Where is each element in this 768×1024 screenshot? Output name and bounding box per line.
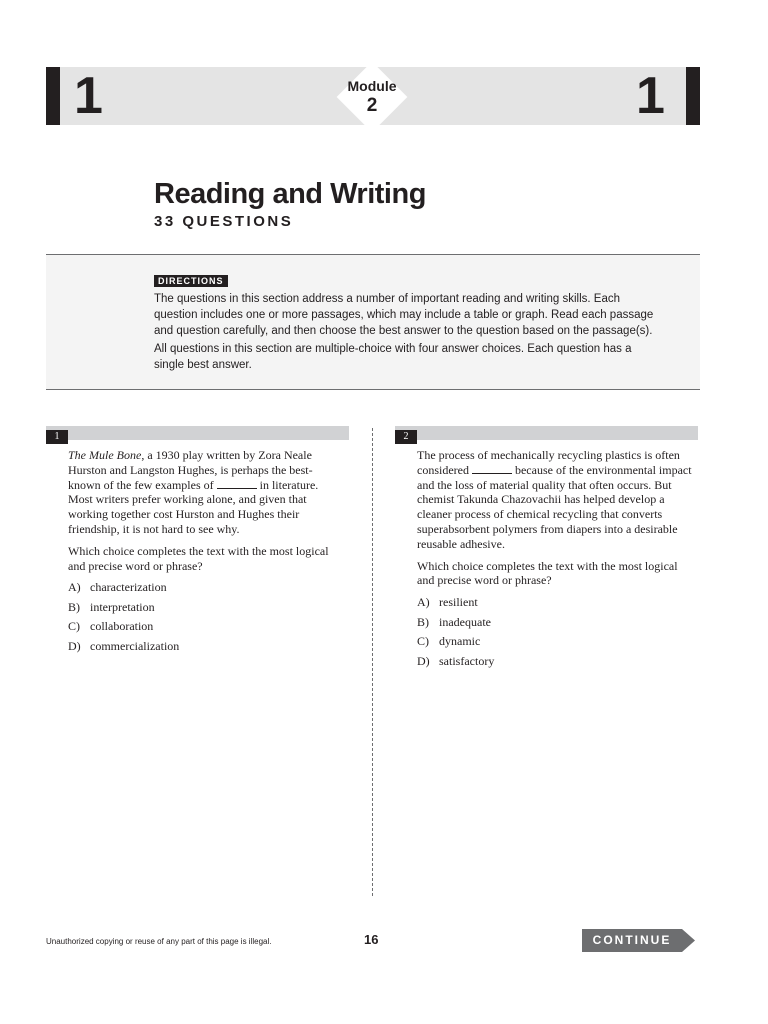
directions-tag: DIRECTIONS [154, 275, 228, 287]
question-2-prompt: Which choice completes the text with the most logical and precise word or phrase? [417, 558, 678, 588]
question-1-number: 1 [46, 430, 68, 444]
answer-choice[interactable]: A) characterization [68, 580, 167, 595]
fill-in-blank [472, 463, 512, 474]
answer-choice[interactable]: D) commercialization [68, 638, 180, 653]
question-1-prompt: Which choice completes the text with the most logical and precise word or phrase? [68, 543, 329, 573]
answer-choice[interactable]: D) satisfactory [417, 653, 495, 668]
question-1-header [46, 426, 349, 440]
module-number: 2 [366, 95, 378, 116]
page-subtitle: 33 QUESTIONS [154, 213, 294, 230]
question-2-number: 2 [395, 430, 417, 444]
question-2 [417, 448, 693, 673]
directions-text [154, 291, 664, 375]
banner-right-bar [686, 67, 700, 125]
continue-label: CONTINUE [592, 933, 672, 947]
directions-paragraph-2: All questions in this section are multiple-choice with four answer choices. Each question has a single best answer. [154, 343, 632, 371]
directions-paragraph-1: The questions in this section address a number of important reading and writing skills. Each question includes one or more passages, which may include a table or graph. Read each passage and question carefully, and then choose the best answer to the question based on the passage(s). [154, 293, 654, 337]
continue-button[interactable] [582, 929, 696, 952]
page-number: 16 [364, 932, 379, 947]
answer-choice[interactable]: C) collaboration [68, 619, 154, 634]
question-2-passage: The process of mechanically recycling plastics is often considered because of the environmental impact and the loss of material quality that often occurs. But chemist Takunda Chazovachii has helped develop a cleaner process of chemical recycling that converts superabsorbent polymers from diapers into a desirable reusable adhesive. [417, 448, 692, 551]
column-divider [372, 428, 373, 896]
answer-choice[interactable]: A) resilient [417, 595, 478, 610]
question-1-passage: The Mule Bone, a 1930 play written by Zora Neale Hurston and Langston Hughes, is perhaps the best-known of the few examples of in literature. Most writers prefer working alone, and given that working together cost Hurston and Hughes their friendship, it is not hard to see why. [68, 448, 319, 536]
copyright-notice: Unauthorized copying or reuse of any part of this page is illegal. [46, 937, 272, 946]
question-1-choices [68, 580, 336, 653]
answer-choice[interactable]: B) interpretation [68, 599, 155, 614]
section-number-right: 1 [636, 67, 665, 125]
question-2-choices [417, 595, 693, 668]
page-title: Reading and Writing [154, 178, 426, 210]
play-title: The Mule Bone [68, 448, 142, 462]
answer-choice[interactable]: C) dynamic [417, 634, 481, 649]
question-2-header [395, 426, 698, 440]
module-label: Module [347, 78, 397, 94]
section-number-left: 1 [74, 67, 103, 125]
banner-left-bar [46, 67, 60, 125]
fill-in-blank [217, 478, 257, 489]
answer-choice[interactable]: B) inadequate [417, 614, 491, 629]
question-1 [68, 448, 336, 658]
